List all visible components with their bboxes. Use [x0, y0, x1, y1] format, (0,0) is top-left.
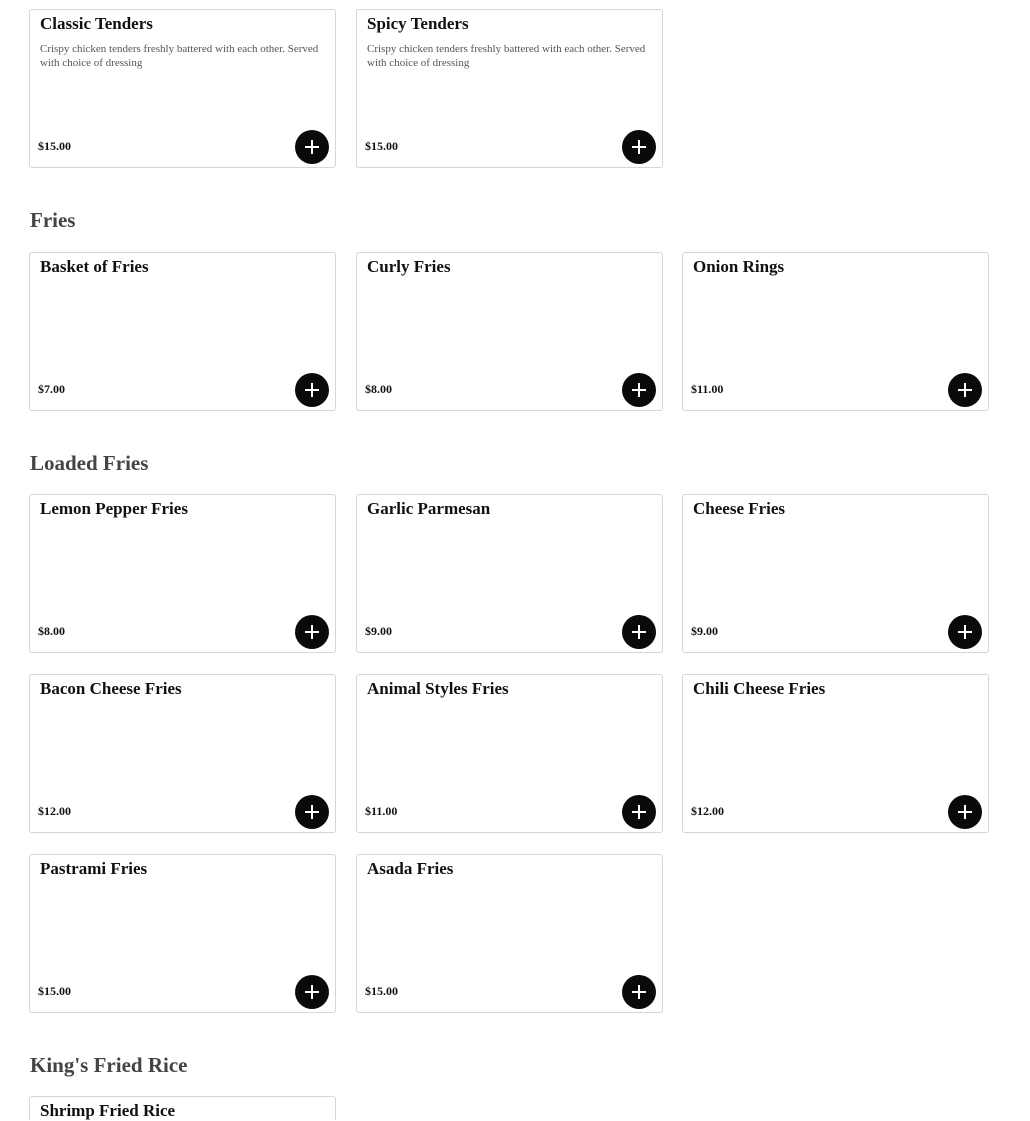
add-to-cart-button[interactable]	[622, 795, 656, 829]
menu-item-price: $15.00	[38, 139, 71, 153]
menu-item-name: Spicy Tenders	[367, 14, 469, 33]
menu-item-name: Onion Rings	[693, 257, 785, 276]
plus-icon	[957, 624, 973, 640]
menu-item-name: Bacon Cheese Fries	[40, 679, 182, 698]
add-to-cart-button[interactable]	[295, 615, 329, 649]
plus-icon	[304, 624, 320, 640]
menu-item-name: Curly Fries	[367, 257, 451, 276]
menu-item-name: Lemon Pepper Fries	[40, 499, 188, 518]
plus-icon	[631, 804, 647, 820]
menu-item-card[interactable]	[356, 9, 663, 168]
add-to-cart-button[interactable]	[622, 975, 656, 1009]
menu-item-price: $11.00	[365, 804, 398, 818]
menu-item-price: $7.00	[38, 382, 65, 396]
add-to-cart-button[interactable]	[622, 373, 656, 407]
menu-item-name: Chili Cheese Fries	[693, 679, 826, 698]
section-title-loaded-fries: Loaded Fries	[30, 451, 149, 475]
menu-item-name: Asada Fries	[367, 859, 454, 878]
menu-item-description: Crispy chicken tenders freshly battered with each other. Served with choice of dressing	[40, 43, 319, 69]
menu-item-name: Pastrami Fries	[40, 859, 148, 878]
menu-item-name: Cheese Fries	[693, 499, 786, 518]
menu-item-price: $12.00	[38, 804, 71, 818]
menu-item-card[interactable]	[356, 854, 663, 1013]
menu-item-name: Garlic Parmesan	[367, 499, 491, 518]
add-to-cart-button[interactable]	[295, 373, 329, 407]
menu-item-name: Basket of Fries	[40, 257, 149, 276]
menu-item-card[interactable]	[29, 9, 336, 168]
menu-item-price: $9.00	[691, 624, 718, 638]
menu-item-price: $11.00	[691, 382, 724, 396]
menu-item-card[interactable]	[356, 674, 663, 833]
menu-item-card[interactable]	[356, 252, 663, 411]
plus-icon	[304, 382, 320, 398]
plus-icon	[957, 804, 973, 820]
menu-item-description: Crispy chicken tenders freshly battered with each other. Served with choice of dressing	[367, 43, 646, 69]
plus-icon	[304, 984, 320, 1000]
menu-item-price: $9.00	[365, 624, 392, 638]
menu-item-price: $8.00	[38, 624, 65, 638]
add-to-cart-button[interactable]	[948, 615, 982, 649]
plus-icon	[631, 984, 647, 1000]
add-to-cart-button[interactable]	[295, 130, 329, 164]
menu-item-card[interactable]	[29, 1096, 336, 1120]
plus-icon	[631, 139, 647, 155]
plus-icon	[304, 804, 320, 820]
plus-icon	[304, 139, 320, 155]
menu-item-card[interactable]	[356, 494, 663, 653]
menu-item-price: $15.00	[365, 139, 398, 153]
menu-item-name: Shrimp Fried Rice	[40, 1101, 176, 1120]
menu-item-price: $12.00	[691, 804, 724, 818]
menu-item-name: Classic Tenders	[40, 14, 153, 33]
menu-item-card[interactable]	[29, 252, 336, 411]
add-to-cart-button[interactable]	[295, 795, 329, 829]
menu-item-card[interactable]	[682, 494, 989, 653]
menu-item-card[interactable]	[29, 674, 336, 833]
menu-item-card[interactable]	[682, 674, 989, 833]
add-to-cart-button[interactable]	[295, 975, 329, 1009]
plus-icon	[957, 382, 973, 398]
menu-item-card[interactable]	[682, 252, 989, 411]
section-title-fries: Fries	[30, 208, 76, 232]
plus-icon	[631, 382, 647, 398]
menu-item-card[interactable]	[29, 854, 336, 1013]
menu-item-card[interactable]	[29, 494, 336, 653]
menu-item-price: $15.00	[38, 984, 71, 998]
section-title-fried-rice: King's Fried Rice	[30, 1053, 188, 1077]
add-to-cart-button[interactable]	[622, 130, 656, 164]
add-to-cart-button[interactable]	[948, 373, 982, 407]
add-to-cart-button[interactable]	[948, 795, 982, 829]
plus-icon	[631, 624, 647, 640]
menu-item-name: Animal Styles Fries	[367, 679, 509, 698]
menu-item-price: $15.00	[365, 984, 398, 998]
menu-item-price: $8.00	[365, 382, 392, 396]
add-to-cart-button[interactable]	[622, 615, 656, 649]
